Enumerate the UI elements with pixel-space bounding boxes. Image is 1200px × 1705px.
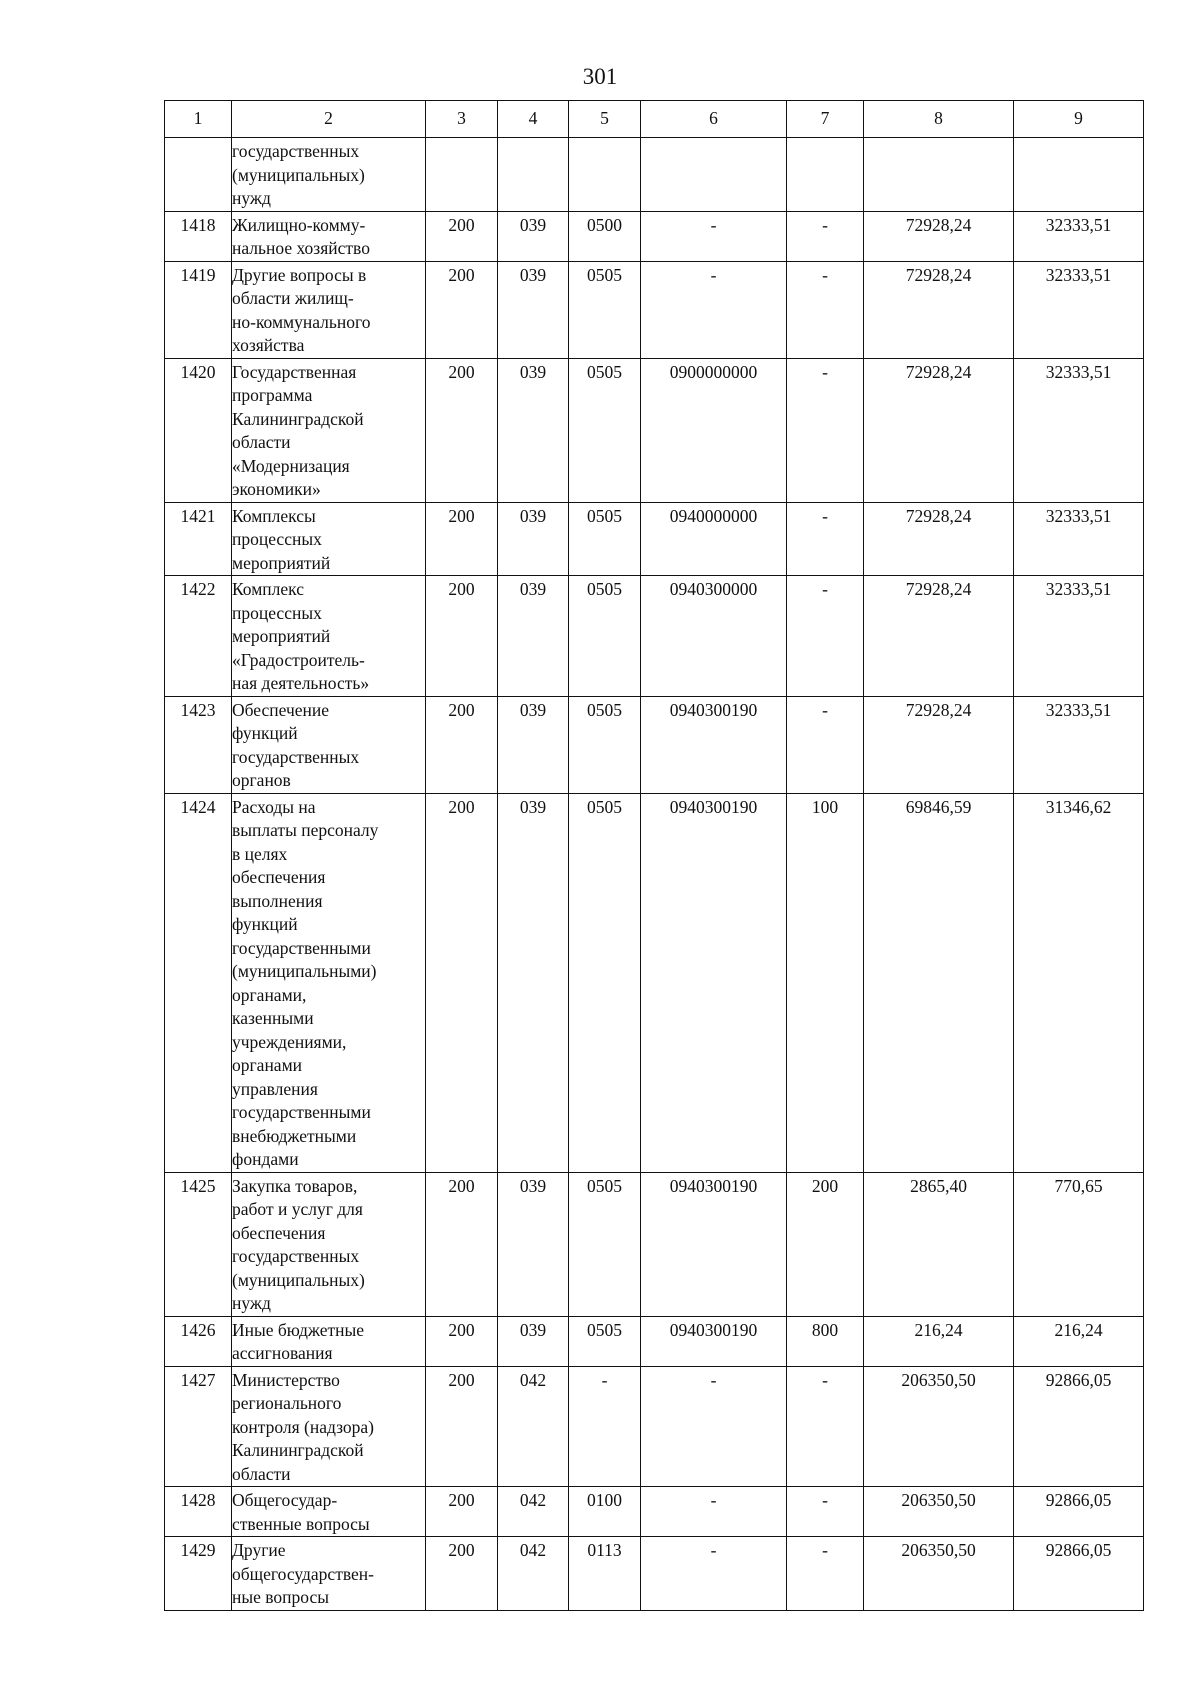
amount-col-9-cell: 32333,51 [1014,261,1144,358]
code-col-5-cell: 0505 [569,261,641,358]
row-name-cell [232,138,426,212]
code-col-6-cell: 0940300190 [641,1172,787,1316]
code-col-5-cell: 0500 [569,211,641,261]
code-col-5-cell: 0505 [569,502,641,576]
header-cell: 4 [498,101,569,138]
code-col-6-cell: 0940000000 [641,502,787,576]
page-number: 301 [582,64,618,89]
amount-col-9-cell: 32333,51 [1014,211,1144,261]
code-col-4-cell: 039 [498,211,569,261]
row-number-cell: 1420 [165,358,232,502]
row-number-cell: 1425 [165,1172,232,1316]
code-col-5-cell: 0505 [569,1316,641,1366]
amount-col-9-cell: 92866,05 [1014,1366,1144,1487]
code-col-5-cell: 0113 [569,1537,641,1611]
code-col-6-cell: 0940300190 [641,696,787,793]
row-number-cell: 1427 [165,1366,232,1487]
amount-col-9-cell: 32333,51 [1014,358,1144,502]
row-name-line: ственные вопросы [232,1513,370,1534]
row-name-line: области [232,1463,291,1484]
code-col-3-cell: 200 [426,502,498,576]
code-col-7-cell: 200 [787,1172,864,1316]
row-name-lines [232,796,425,1172]
table-row [165,1172,1144,1316]
code-col-3-cell: 200 [426,211,498,261]
code-col-7-cell: - [787,1366,864,1487]
code-col-4-cell: 039 [498,1316,569,1366]
amount-col-8-cell: 72928,24 [864,211,1014,261]
row-name-line: процессных [232,529,322,549]
code-col-7-cell: 100 [787,793,864,1172]
code-col-5-cell: 0505 [569,793,641,1172]
header-cell: 1 [165,101,232,138]
row-name-line: Калининградской [232,1440,364,1460]
amount-col-8-cell: 72928,24 [864,576,1014,697]
row-name-line: Комплексы [232,505,316,526]
amount-col-8-cell: 72928,24 [864,261,1014,358]
row-number-cell: 1426 [165,1316,232,1366]
code-col-6-cell: - [641,1366,787,1487]
row-name-line: нальное хозяйство [232,238,370,258]
amount-col-9-cell: 92866,05 [1014,1487,1144,1537]
row-name-line: ассигнования [232,1343,333,1363]
code-col-6-cell [641,138,787,212]
code-col-3-cell [426,138,498,212]
header-cell: 8 [864,101,1014,138]
row-name-cell [232,576,426,697]
row-name-line: внебюджетными [232,1125,357,1146]
code-col-3-cell: 200 [426,1366,498,1487]
code-col-6-cell: - [641,211,787,261]
table-body [165,138,1144,1611]
code-col-7-cell: - [787,502,864,576]
row-name-line: обеспечения [232,1222,326,1243]
row-name-line: обеспечения [232,867,326,887]
row-name-lines [232,699,425,793]
row-name-line: Жилищно-комму- [232,214,366,235]
table-row [165,138,1144,212]
code-col-4-cell [498,138,569,212]
row-name-lines [232,1539,425,1610]
amount-col-8-cell: 206350,50 [864,1366,1014,1487]
code-col-4-cell: 042 [498,1366,569,1487]
row-name-line: органами [232,1055,303,1075]
row-name-lines [232,140,425,211]
row-number-cell: 1429 [165,1537,232,1611]
code-col-5-cell: 0505 [569,696,641,793]
header-cell: 9 [1014,101,1144,138]
code-col-5-cell: 0100 [569,1487,641,1537]
row-name-lines [232,1319,425,1366]
row-name-cell [232,261,426,358]
row-name-line: государственных [232,746,360,767]
amount-col-8-cell: 72928,24 [864,696,1014,793]
row-name-line: нужд [232,188,271,208]
code-col-3-cell: 200 [426,1172,498,1316]
row-name-line: Иные бюджетные [232,1319,365,1340]
row-name-line: выполнения [232,890,323,911]
row-name-line: органов [232,770,291,790]
row-name-lines [232,214,425,261]
code-col-3-cell: 200 [426,358,498,502]
row-number-cell: 1418 [165,211,232,261]
row-name-line: (муниципальных) [232,1269,365,1290]
row-name-line: государственных [232,1246,360,1266]
row-name-lines [232,505,425,576]
row-name-line: государственными [232,937,371,958]
code-col-4-cell: 039 [498,576,569,697]
row-number-cell: 1419 [165,261,232,358]
amount-col-8-cell: 216,24 [864,1316,1014,1366]
row-name-lines [232,578,425,696]
code-col-7-cell: 800 [787,1316,864,1366]
row-name-line: функций [232,723,298,743]
row-name-line: ные вопросы [232,1587,329,1607]
row-name-line: мероприятий [232,552,331,573]
code-col-4-cell: 039 [498,793,569,1172]
table-row [165,358,1144,502]
row-name-line: (муниципальными) [232,961,377,981]
header-cell: 7 [787,101,864,138]
row-name-line: государственными [232,1102,371,1122]
row-number-cell: 1423 [165,696,232,793]
code-col-4-cell: 039 [498,1172,569,1316]
row-name-line: учреждениями, [232,1031,347,1052]
row-name-line: ная деятельность» [232,673,370,693]
code-col-3-cell: 200 [426,1487,498,1537]
code-col-3-cell: 200 [426,576,498,697]
code-col-4-cell: 042 [498,1537,569,1611]
code-col-5-cell [569,138,641,212]
code-col-5-cell: 0505 [569,358,641,502]
amount-col-9-cell: 32333,51 [1014,502,1144,576]
table-row [165,696,1144,793]
code-col-7-cell: - [787,576,864,697]
row-name-lines [232,1489,425,1536]
code-col-7-cell [787,138,864,212]
row-name-line: Обеспечение [232,699,330,720]
code-col-6-cell: 0900000000 [641,358,787,502]
row-name-cell [232,502,426,576]
row-name-line: функций [232,914,298,934]
row-name-line: органами, [232,984,307,1005]
header-row [165,101,1144,138]
code-col-3-cell: 200 [426,696,498,793]
amount-col-8-cell: 2865,40 [864,1172,1014,1316]
amount-col-9-cell: 92866,05 [1014,1537,1144,1611]
row-name-line: программа [232,385,313,405]
amount-col-9-cell: 770,65 [1014,1172,1144,1316]
row-name-cell [232,1537,426,1611]
row-number-cell: 1421 [165,502,232,576]
row-name-line: фондами [232,1149,299,1169]
amount-col-8-cell [864,138,1014,212]
amount-col-9-cell [1014,138,1144,212]
header-cell: 6 [641,101,787,138]
row-name-line: области жилищ- [232,288,354,308]
row-name-cell [232,793,426,1172]
row-name-line: Другие вопросы в [232,264,367,285]
row-name-cell [232,1316,426,1366]
header-cell: 3 [426,101,498,138]
code-col-7-cell: - [787,211,864,261]
code-col-7-cell: - [787,696,864,793]
row-name-line: казенными [232,1008,314,1028]
code-col-6-cell: - [641,261,787,358]
amount-col-8-cell: 72928,24 [864,358,1014,502]
row-name-line: контроля (надзора) [232,1416,374,1437]
code-col-6-cell: 0940300190 [641,1316,787,1366]
amount-col-8-cell: 72928,24 [864,502,1014,576]
row-name-line: Другие [232,1540,286,1560]
row-name-line: управления [232,1078,318,1099]
row-name-cell [232,696,426,793]
code-col-4-cell: 039 [498,696,569,793]
code-col-6-cell: - [641,1537,787,1611]
row-name-lines [232,1175,425,1316]
table-row [165,793,1144,1172]
row-name-cell [232,358,426,502]
row-name-line: Государственная [232,361,357,382]
row-name-line: процессных [232,602,322,623]
code-col-4-cell: 039 [498,358,569,502]
code-col-5-cell: 0505 [569,576,641,697]
budget-table [164,100,1144,1611]
row-name-line: «Модернизация [232,455,350,476]
row-name-line: государственных [232,141,360,161]
row-name-line: «Градостроитель- [232,649,365,670]
row-name-cell [232,1487,426,1537]
row-name-cell [232,1172,426,1316]
code-col-7-cell: - [787,261,864,358]
row-name-lines [232,264,425,358]
code-col-5-cell: 0505 [569,1172,641,1316]
code-col-5-cell: - [569,1366,641,1487]
row-name-line: нужд [232,1293,271,1313]
code-col-4-cell: 039 [498,261,569,358]
row-number-cell: 1424 [165,793,232,1172]
row-name-line: хозяйства [232,335,305,355]
row-number-cell: 1428 [165,1487,232,1537]
row-name-line: регионального [232,1393,342,1413]
amount-col-9-cell: 32333,51 [1014,576,1144,697]
row-name-lines [232,1369,425,1487]
code-col-7-cell: - [787,358,864,502]
row-name-line: Закупка товаров, [232,1175,358,1196]
code-col-3-cell: 200 [426,1537,498,1611]
row-name-cell [232,211,426,261]
row-name-line: (муниципальных) [232,164,365,185]
table-row [165,1316,1144,1366]
table-row [165,211,1144,261]
header-cell: 2 [232,101,426,138]
row-name-line: в целях [232,843,288,864]
row-name-line: мероприятий [232,626,331,646]
code-col-3-cell: 200 [426,793,498,1172]
code-col-4-cell: 042 [498,1487,569,1537]
row-name-line: Общегосудар- [232,1490,338,1510]
table-row [165,1487,1144,1537]
row-name-line: Калининградской [232,408,364,429]
table-row [165,502,1144,576]
code-col-3-cell: 200 [426,261,498,358]
code-col-3-cell: 200 [426,1316,498,1366]
amount-col-8-cell: 69846,59 [864,793,1014,1172]
amount-col-8-cell: 206350,50 [864,1487,1014,1537]
code-col-4-cell: 039 [498,502,569,576]
row-name-line: области [232,432,291,452]
code-col-6-cell: 0940300000 [641,576,787,697]
amount-col-9-cell: 216,24 [1014,1316,1144,1366]
row-number-cell: 1422 [165,576,232,697]
table-row [165,261,1144,358]
row-name-line: Министерство [232,1369,340,1390]
code-col-7-cell: - [787,1537,864,1611]
table-row [165,576,1144,697]
row-name-cell [232,1366,426,1487]
row-number-cell [165,138,232,212]
row-name-line: выплаты персоналу [232,820,379,840]
code-col-6-cell: - [641,1487,787,1537]
row-name-line: работ и услуг для [232,1199,363,1219]
row-name-line: экономики» [232,479,321,499]
row-name-line: Расходы на [232,796,316,817]
amount-col-8-cell: 206350,50 [864,1537,1014,1611]
code-col-7-cell: - [787,1487,864,1537]
amount-col-9-cell: 31346,62 [1014,793,1144,1172]
table-row [165,1366,1144,1487]
row-name-lines [232,361,425,502]
row-name-line: но-коммунального [232,311,371,332]
header-cell: 5 [569,101,641,138]
code-col-6-cell: 0940300190 [641,793,787,1172]
row-name-line: Комплекс [232,579,304,599]
table-row [165,1537,1144,1611]
row-name-line: общегосударствен- [232,1563,374,1584]
amount-col-9-cell: 32333,51 [1014,696,1144,793]
